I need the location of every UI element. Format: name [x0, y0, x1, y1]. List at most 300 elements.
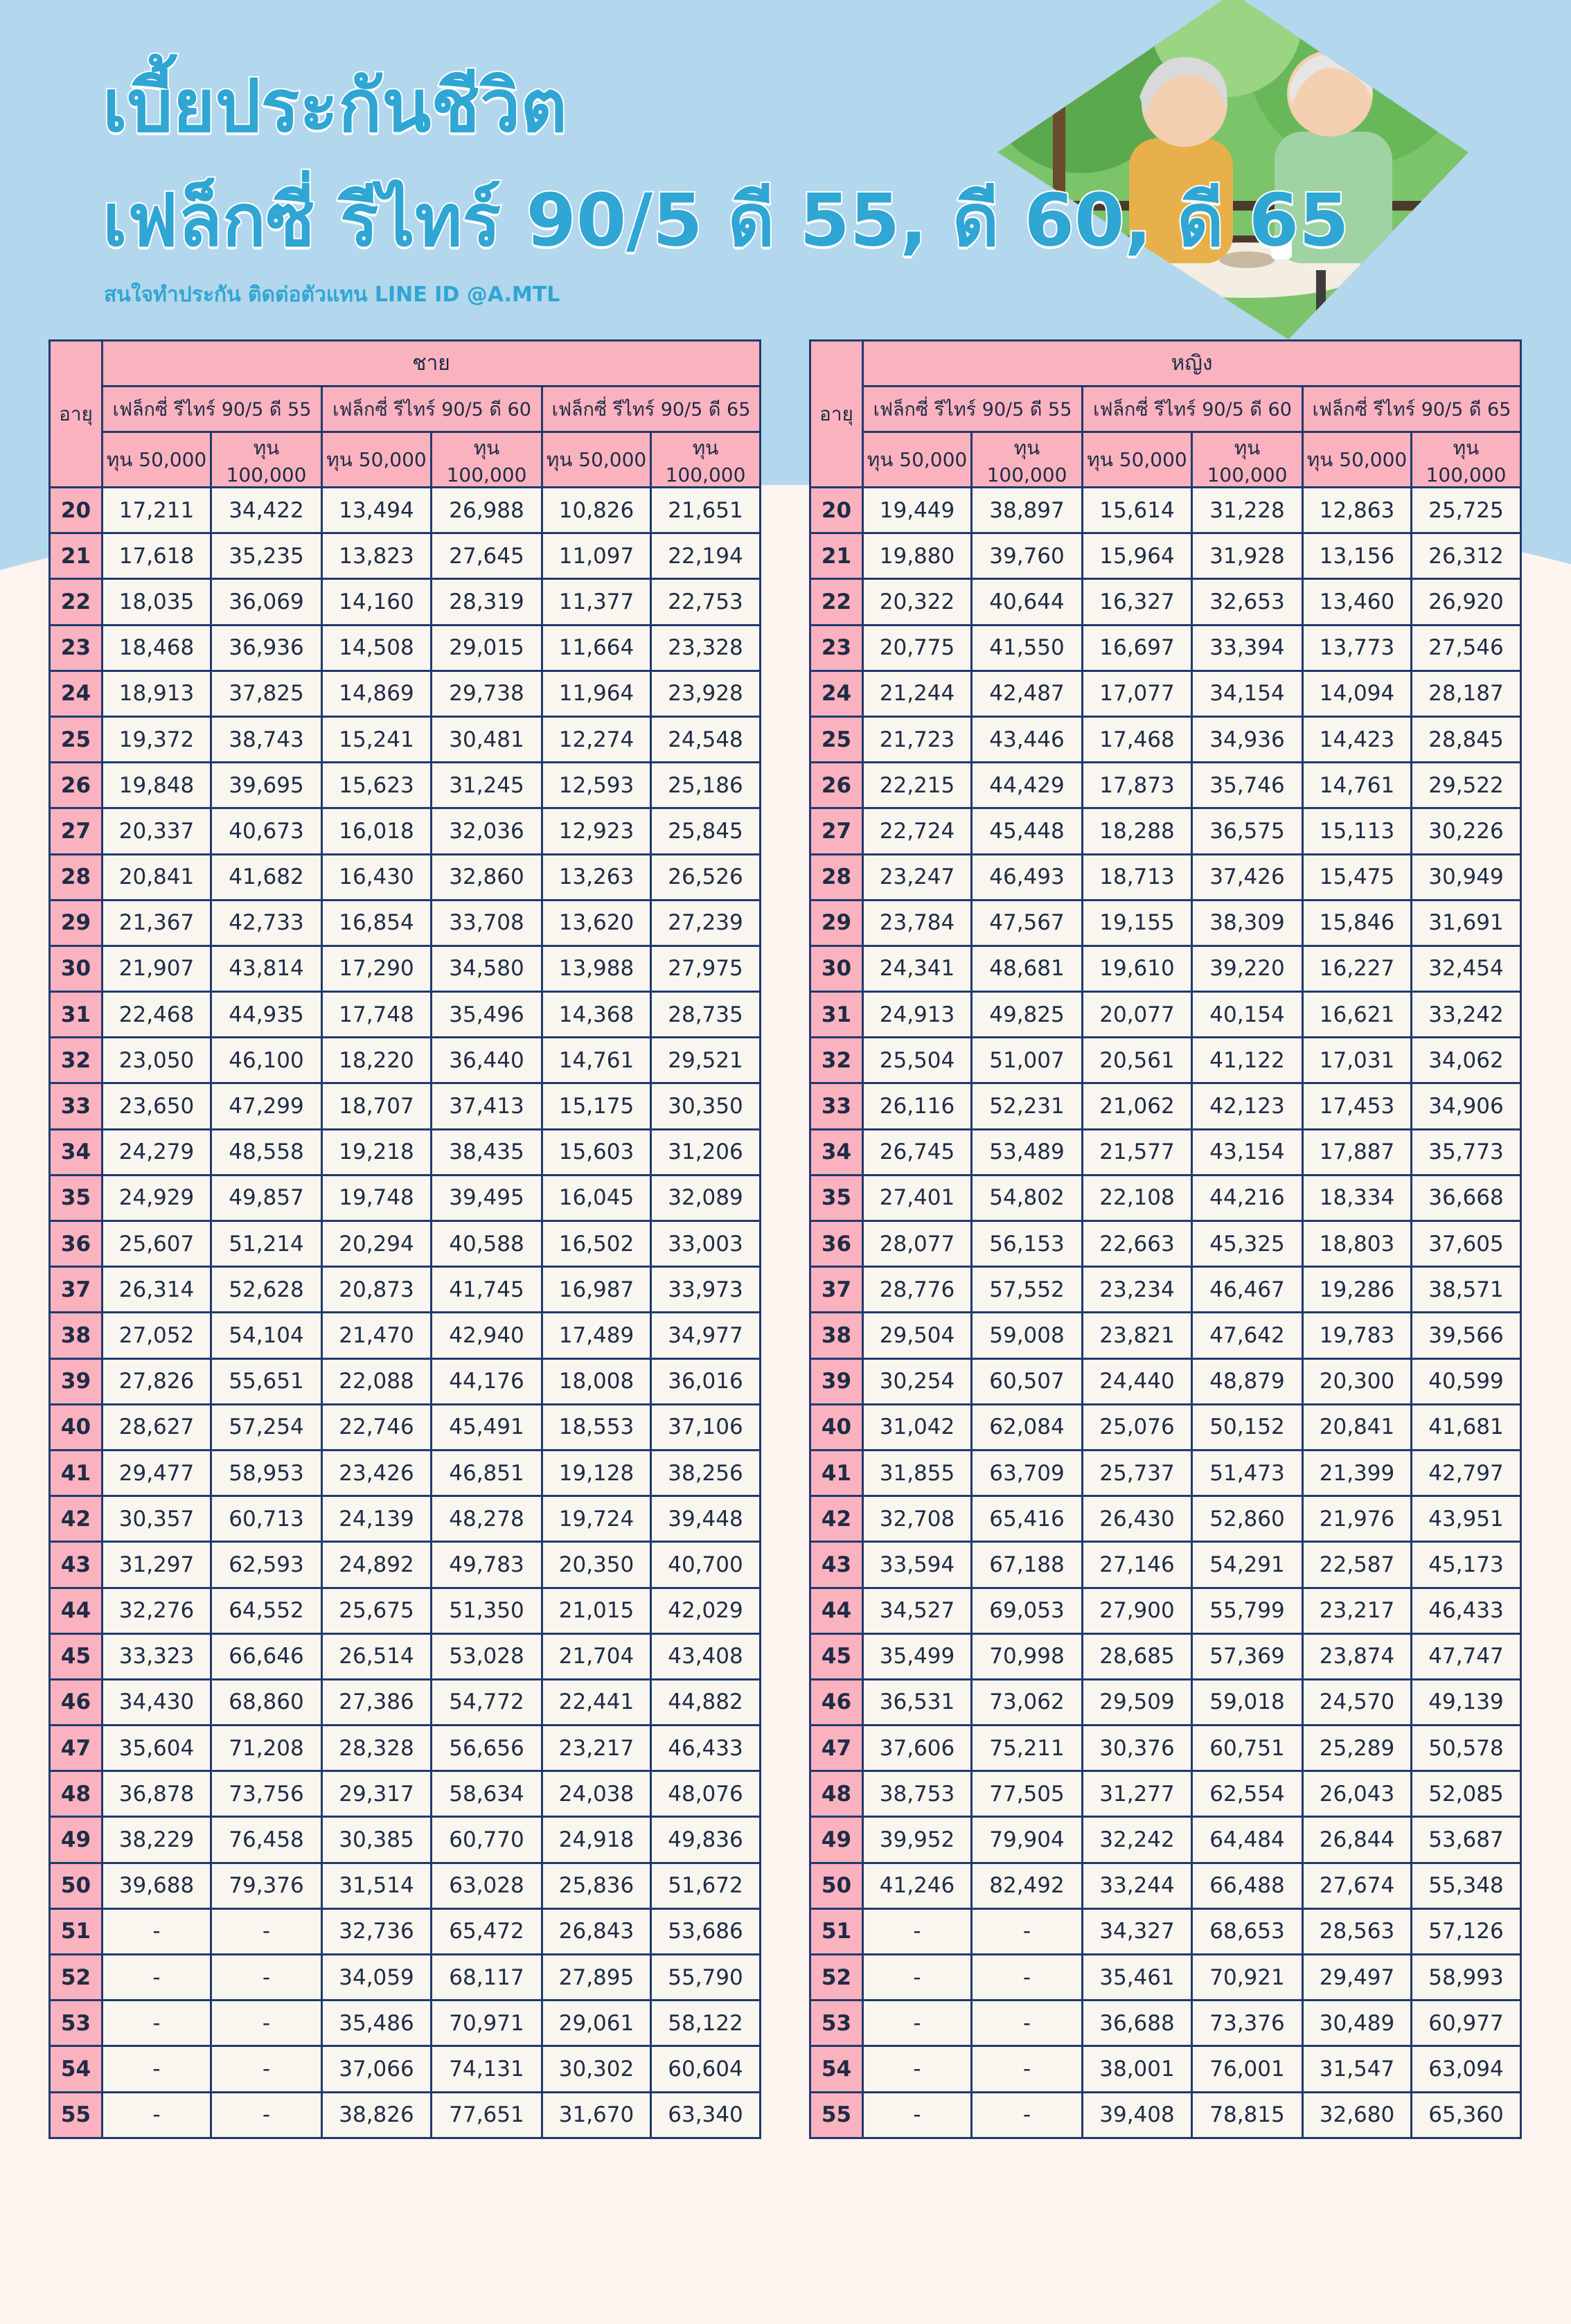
premium-cell: 26,514 — [322, 1633, 432, 1679]
age-cell: 32 — [810, 1038, 863, 1083]
premium-cell: - — [863, 1908, 972, 1954]
premium-cell: 55,348 — [1412, 1863, 1521, 1908]
table-row — [50, 1771, 761, 1817]
premium-cell: 30,302 — [542, 2046, 651, 2092]
sum-header-100k: ทุน 100,000 — [1192, 432, 1303, 488]
age-cell: 31 — [810, 992, 863, 1038]
premium-cell: 74,131 — [432, 2046, 542, 2092]
plan-header-d60: เฟล็กซี่ รีไทร์ 90/5 ดี 60 — [322, 387, 542, 432]
premium-cell: 36,069 — [211, 579, 322, 625]
premium-cell: 38,753 — [863, 1771, 972, 1817]
premium-cell: 12,593 — [542, 763, 651, 808]
age-cell: 20 — [810, 488, 863, 533]
table-row — [810, 1221, 1521, 1267]
age-cell: 37 — [810, 1267, 863, 1313]
table-row — [50, 533, 761, 579]
table-row — [810, 1129, 1521, 1175]
age-cell: 31 — [50, 992, 103, 1038]
premium-cell: 51,007 — [972, 1038, 1083, 1083]
age-cell: 30 — [50, 946, 103, 991]
premium-cell: 28,328 — [322, 1726, 432, 1771]
premium-cell: 27,386 — [322, 1679, 432, 1725]
premium-cell: 35,746 — [1192, 763, 1303, 808]
premium-cell: 54,291 — [1192, 1542, 1303, 1588]
premium-cell: 49,857 — [211, 1175, 322, 1221]
plan-header-d55: เฟล็กซี่ รีไทร์ 90/5 ดี 55 — [103, 387, 322, 432]
premium-cell: 18,008 — [542, 1358, 651, 1404]
premium-cell: 65,472 — [432, 1908, 542, 1954]
premium-cell: 17,618 — [103, 533, 211, 579]
premium-cell: 39,495 — [432, 1175, 542, 1221]
premium-cell: 20,873 — [322, 1267, 432, 1313]
premium-cell: 48,278 — [432, 1496, 542, 1542]
table-row — [50, 854, 761, 900]
premium-cell: 21,723 — [863, 716, 972, 762]
age-cell: 47 — [50, 1726, 103, 1771]
premium-cell: - — [863, 2092, 972, 2138]
table-row — [810, 854, 1521, 900]
premium-cell: 17,077 — [1083, 671, 1192, 716]
premium-cell: 29,477 — [103, 1450, 211, 1496]
sum-header-100k: ทุน 100,000 — [211, 432, 322, 488]
age-cell: 29 — [50, 900, 103, 946]
sum-header-100k: ทุน 100,000 — [432, 432, 542, 488]
premium-cell: 31,514 — [322, 1863, 432, 1908]
premium-cell: 12,274 — [542, 716, 651, 762]
premium-cell: 24,440 — [1083, 1358, 1192, 1404]
table-row — [50, 716, 761, 762]
premium-cell: 12,863 — [1303, 488, 1412, 533]
premium-cell: 21,907 — [103, 946, 211, 991]
premium-cell: 60,751 — [1192, 1726, 1303, 1771]
premium-cell: 33,594 — [863, 1542, 972, 1588]
age-cell: 52 — [810, 1955, 863, 2001]
premium-cell: 42,487 — [972, 671, 1083, 716]
table-row — [50, 2046, 761, 2092]
page-title: เบี้ยประกันชีวิต — [103, 64, 567, 148]
age-cell: 52 — [50, 1955, 103, 2001]
premium-cell: 36,688 — [1083, 2001, 1192, 2046]
premium-cell: 60,507 — [972, 1358, 1083, 1404]
premium-cell: 39,408 — [1083, 2092, 1192, 2138]
premium-cell: 10,826 — [542, 488, 651, 533]
table-row — [50, 1221, 761, 1267]
age-cell: 42 — [810, 1496, 863, 1542]
premium-cell: 40,673 — [211, 808, 322, 854]
premium-cell: 30,949 — [1412, 854, 1521, 900]
premium-cell: 32,089 — [651, 1175, 761, 1221]
premium-cell: 13,988 — [542, 946, 651, 991]
premium-cell: 13,494 — [322, 488, 432, 533]
premium-cell: 41,246 — [863, 1863, 972, 1908]
premium-cell: 37,106 — [651, 1404, 761, 1450]
premium-cell: 49,139 — [1412, 1679, 1521, 1725]
premium-cell: 16,018 — [322, 808, 432, 854]
premium-cell: 56,153 — [972, 1221, 1083, 1267]
premium-cell: 60,713 — [211, 1496, 322, 1542]
premium-cell: 24,570 — [1303, 1679, 1412, 1725]
premium-cell: 55,790 — [651, 1955, 761, 2001]
premium-cell: 49,836 — [651, 1817, 761, 1863]
premium-cell: 53,687 — [1412, 1817, 1521, 1863]
premium-cell: 39,695 — [211, 763, 322, 808]
premium-cell: - — [103, 2001, 211, 2046]
premium-cell: 42,123 — [1192, 1083, 1303, 1129]
premium-cell: 73,756 — [211, 1771, 322, 1817]
premium-cell: 37,066 — [322, 2046, 432, 2092]
age-cell: 48 — [810, 1771, 863, 1817]
age-cell: 22 — [50, 579, 103, 625]
premium-cell: 32,708 — [863, 1496, 972, 1542]
plan-header-d55: เฟล็กซี่ รีไทร์ 90/5 ดี 55 — [863, 387, 1083, 432]
table-row — [810, 1038, 1521, 1083]
table-row — [810, 1863, 1521, 1908]
premium-cell: 17,873 — [1083, 763, 1192, 808]
premium-cell: 22,663 — [1083, 1221, 1192, 1267]
premium-cell: 58,122 — [651, 2001, 761, 2046]
age-cell: 21 — [810, 533, 863, 579]
premium-cell: 13,460 — [1303, 579, 1412, 625]
premium-cell: 43,408 — [651, 1633, 761, 1679]
premium-cell: - — [211, 1955, 322, 2001]
premium-cell: 69,053 — [972, 1588, 1083, 1633]
premium-cell: 31,206 — [651, 1129, 761, 1175]
table-row — [810, 1908, 1521, 1954]
table-row — [50, 1817, 761, 1863]
premium-cell: 14,423 — [1303, 716, 1412, 762]
premium-cell: 36,531 — [863, 1679, 972, 1725]
premium-cell: 38,256 — [651, 1450, 761, 1496]
premium-cell: 51,473 — [1192, 1450, 1303, 1496]
premium-cell: 17,887 — [1303, 1129, 1412, 1175]
premium-cell: 23,650 — [103, 1083, 211, 1129]
premium-cell: 13,620 — [542, 900, 651, 946]
premium-cell: 41,122 — [1192, 1038, 1303, 1083]
premium-cell: 20,775 — [863, 625, 972, 671]
premium-cell: 57,126 — [1412, 1908, 1521, 1954]
premium-cell: 70,921 — [1192, 1955, 1303, 2001]
premium-cell: 29,509 — [1083, 1679, 1192, 1725]
age-cell: 40 — [50, 1404, 103, 1450]
premium-cell: 24,139 — [322, 1496, 432, 1542]
premium-cell: 68,653 — [1192, 1908, 1303, 1954]
premium-cell: 25,076 — [1083, 1404, 1192, 1450]
premium-cell: 26,844 — [1303, 1817, 1412, 1863]
premium-cell: 75,211 — [972, 1726, 1083, 1771]
premium-cell: 25,607 — [103, 1221, 211, 1267]
premium-cell: 18,220 — [322, 1038, 432, 1083]
premium-cell: 67,188 — [972, 1542, 1083, 1588]
premium-cell: 73,062 — [972, 1679, 1083, 1725]
premium-cell: 25,845 — [651, 808, 761, 854]
premium-cell: 34,906 — [1412, 1083, 1521, 1129]
age-cell: 32 — [50, 1038, 103, 1083]
premium-cell: - — [863, 2046, 972, 2092]
age-cell: 45 — [50, 1633, 103, 1679]
premium-cell: 22,194 — [651, 533, 761, 579]
premium-cell: 76,458 — [211, 1817, 322, 1863]
table-row — [50, 808, 761, 854]
premium-cell: 18,707 — [322, 1083, 432, 1129]
premium-cell: 20,841 — [1303, 1404, 1412, 1450]
premium-cell: 62,554 — [1192, 1771, 1303, 1817]
premium-cell: 39,566 — [1412, 1313, 1521, 1358]
premium-cell: 11,964 — [542, 671, 651, 716]
table-row — [50, 1633, 761, 1679]
age-cell: 43 — [810, 1542, 863, 1588]
premium-cell: 45,448 — [972, 808, 1083, 854]
premium-cell: 22,441 — [542, 1679, 651, 1725]
premium-cell: 52,085 — [1412, 1771, 1521, 1817]
table-row — [810, 1679, 1521, 1725]
premium-cell: 19,848 — [103, 763, 211, 808]
premium-cell: 33,973 — [651, 1267, 761, 1313]
page-subtitle: เฟล็กซี่ รีไทร์ 90/5 ดี 55, ดี 60, ดี 65 — [103, 178, 1349, 263]
age-cell: 41 — [810, 1450, 863, 1496]
premium-cell: 46,851 — [432, 1450, 542, 1496]
premium-cell: 52,860 — [1192, 1496, 1303, 1542]
premium-cell: 58,634 — [432, 1771, 542, 1817]
table-row — [50, 1038, 761, 1083]
premium-cell: 26,745 — [863, 1129, 972, 1175]
premium-cell: 65,416 — [972, 1496, 1083, 1542]
premium-cell: 19,724 — [542, 1496, 651, 1542]
premium-cell: - — [103, 2092, 211, 2138]
premium-cell: 17,453 — [1303, 1083, 1412, 1129]
age-cell: 20 — [50, 488, 103, 533]
age-cell: 28 — [50, 854, 103, 900]
table-row — [50, 1955, 761, 2001]
premium-cell: 38,743 — [211, 716, 322, 762]
premium-cell: 18,913 — [103, 671, 211, 716]
premium-cell: - — [103, 1908, 211, 1954]
premium-cell: 20,300 — [1303, 1358, 1412, 1404]
premium-cell: 32,242 — [1083, 1817, 1192, 1863]
table-row — [810, 900, 1521, 946]
premium-cell: 13,773 — [1303, 625, 1412, 671]
table-row — [810, 808, 1521, 854]
premium-cell: - — [211, 2092, 322, 2138]
contact-line: สนใจทำประกัน ติดต่อตัวแทน LINE ID @A.MTL — [104, 283, 560, 307]
premium-cell: 29,522 — [1412, 763, 1521, 808]
premium-cell: 66,488 — [1192, 1863, 1303, 1908]
premium-cell: 39,448 — [651, 1496, 761, 1542]
age-cell: 39 — [810, 1358, 863, 1404]
premium-cell: 36,016 — [651, 1358, 761, 1404]
premium-cell: 34,936 — [1192, 716, 1303, 762]
table-row — [50, 1313, 761, 1358]
premium-cell: 15,623 — [322, 763, 432, 808]
age-cell: 53 — [810, 2001, 863, 2046]
premium-cell: 19,372 — [103, 716, 211, 762]
table-row — [810, 533, 1521, 579]
premium-cell: 26,312 — [1412, 533, 1521, 579]
premium-cell: 29,497 — [1303, 1955, 1412, 2001]
premium-cell: 37,606 — [863, 1726, 972, 1771]
premium-cell: 51,672 — [651, 1863, 761, 1908]
premium-cell: 33,394 — [1192, 625, 1303, 671]
premium-cell: 36,878 — [103, 1771, 211, 1817]
premium-cell: 44,176 — [432, 1358, 542, 1404]
table-row — [50, 2092, 761, 2138]
sum-header-50k: ทุน 50,000 — [542, 432, 651, 488]
premium-cell: 49,783 — [432, 1542, 542, 1588]
premium-cell: 21,367 — [103, 900, 211, 946]
premium-cell: 47,299 — [211, 1083, 322, 1129]
table-row — [810, 992, 1521, 1038]
premium-cell: 19,880 — [863, 533, 972, 579]
gender-header: ชาย — [103, 341, 761, 387]
premium-cell: 37,413 — [432, 1083, 542, 1129]
premium-cell: 40,599 — [1412, 1358, 1521, 1404]
table-row — [810, 2046, 1521, 2092]
premium-cell: 30,350 — [651, 1083, 761, 1129]
premium-cell: 27,239 — [651, 900, 761, 946]
plan-header-d65: เฟล็กซี่ รีไทร์ 90/5 ดี 65 — [1303, 387, 1521, 432]
premium-cell: 73,376 — [1192, 2001, 1303, 2046]
table-row — [810, 579, 1521, 625]
premium-cell: 32,653 — [1192, 579, 1303, 625]
sum-header-50k: ทุน 50,000 — [1303, 432, 1412, 488]
premium-cell: 17,031 — [1303, 1038, 1412, 1083]
table-row — [50, 1450, 761, 1496]
premium-cell: 58,953 — [211, 1450, 322, 1496]
age-cell: 26 — [50, 763, 103, 808]
premium-cell: 18,035 — [103, 579, 211, 625]
premium-cell: 34,422 — [211, 488, 322, 533]
premium-cell: 28,845 — [1412, 716, 1521, 762]
sum-header-100k: ทุน 100,000 — [972, 432, 1083, 488]
premium-cell: 30,385 — [322, 1817, 432, 1863]
premium-cell: 41,682 — [211, 854, 322, 900]
table-row — [50, 1267, 761, 1313]
premium-cell: 20,561 — [1083, 1038, 1192, 1083]
premium-cell: 27,546 — [1412, 625, 1521, 671]
premium-cell: 14,094 — [1303, 671, 1412, 716]
premium-cell: 22,468 — [103, 992, 211, 1038]
premium-cell: 46,433 — [1412, 1588, 1521, 1633]
premium-cell: 16,987 — [542, 1267, 651, 1313]
sum-header-100k: ทุน 100,000 — [651, 432, 761, 488]
age-cell: 55 — [50, 2092, 103, 2138]
premium-cell: 11,664 — [542, 625, 651, 671]
premium-cell: 54,104 — [211, 1313, 322, 1358]
premium-cell: 24,929 — [103, 1175, 211, 1221]
premium-cell: - — [972, 1955, 1083, 2001]
premium-cell: 27,975 — [651, 946, 761, 991]
premium-cell: 27,146 — [1083, 1542, 1192, 1588]
table-row — [50, 900, 761, 946]
age-cell: 25 — [810, 716, 863, 762]
premium-cell: 24,548 — [651, 716, 761, 762]
premium-cell: 63,340 — [651, 2092, 761, 2138]
age-cell: 46 — [50, 1679, 103, 1725]
premium-cell: 30,357 — [103, 1496, 211, 1542]
premium-cell: 56,656 — [432, 1726, 542, 1771]
premium-cell: 70,971 — [432, 2001, 542, 2046]
premium-cell: 17,211 — [103, 488, 211, 533]
premium-cell: 27,900 — [1083, 1588, 1192, 1633]
premium-cell: 68,117 — [432, 1955, 542, 2001]
premium-cell: 17,290 — [322, 946, 432, 991]
premium-cell: 39,220 — [1192, 946, 1303, 991]
table-row — [810, 1588, 1521, 1633]
plan-header-d65: เฟล็กซี่ รีไทร์ 90/5 ดี 65 — [542, 387, 761, 432]
premium-cell: 40,644 — [972, 579, 1083, 625]
sum-header-50k: ทุน 50,000 — [103, 432, 211, 488]
premium-cell: 57,369 — [1192, 1633, 1303, 1679]
premium-cell: 23,328 — [651, 625, 761, 671]
premium-cell: 22,724 — [863, 808, 972, 854]
table-row — [810, 1817, 1521, 1863]
premium-cell: 23,874 — [1303, 1633, 1412, 1679]
premium-cell: 19,286 — [1303, 1267, 1412, 1313]
table-row — [810, 1496, 1521, 1542]
premium-cell: 38,435 — [432, 1129, 542, 1175]
premium-cell: 14,761 — [1303, 763, 1412, 808]
age-cell: 51 — [810, 1908, 863, 1954]
premium-cell: 43,814 — [211, 946, 322, 991]
premium-cell: - — [211, 2001, 322, 2046]
premium-cell: 70,998 — [972, 1633, 1083, 1679]
premium-cell: - — [103, 1955, 211, 2001]
premium-cell: 24,279 — [103, 1129, 211, 1175]
premium-cell: 17,468 — [1083, 716, 1192, 762]
premium-cell: 65,360 — [1412, 2092, 1521, 2138]
premium-cell: 26,988 — [432, 488, 542, 533]
premium-cell: 42,940 — [432, 1313, 542, 1358]
premium-cell: 16,854 — [322, 900, 432, 946]
table-row — [50, 2001, 761, 2046]
table-row — [50, 488, 761, 533]
premium-cell: 20,322 — [863, 579, 972, 625]
age-cell: 48 — [50, 1771, 103, 1817]
table-row — [50, 1496, 761, 1542]
table-row — [810, 1450, 1521, 1496]
age-cell: 24 — [50, 671, 103, 716]
premium-cell: 34,430 — [103, 1679, 211, 1725]
premium-cell: 47,642 — [1192, 1313, 1303, 1358]
premium-cell: 15,113 — [1303, 808, 1412, 854]
age-cell: 21 — [50, 533, 103, 579]
age-cell: 29 — [810, 900, 863, 946]
premium-cell: 28,187 — [1412, 671, 1521, 716]
premium-cell: 16,502 — [542, 1221, 651, 1267]
premium-cell: 38,001 — [1083, 2046, 1192, 2092]
premium-cell: 21,399 — [1303, 1450, 1412, 1496]
age-cell: 44 — [50, 1588, 103, 1633]
premium-cell: 64,484 — [1192, 1817, 1303, 1863]
premium-cell: 31,855 — [863, 1450, 972, 1496]
premium-cell: 68,860 — [211, 1679, 322, 1725]
age-cell: 54 — [810, 2046, 863, 2092]
premium-cell: 38,897 — [972, 488, 1083, 533]
table-row — [50, 579, 761, 625]
premium-cell: 79,904 — [972, 1817, 1083, 1863]
premium-cell: 52,628 — [211, 1267, 322, 1313]
age-cell: 43 — [50, 1542, 103, 1588]
premium-cell: 55,799 — [1192, 1588, 1303, 1633]
table-row — [50, 1358, 761, 1404]
premium-cell: 48,879 — [1192, 1358, 1303, 1404]
premium-cell: 38,826 — [322, 2092, 432, 2138]
table-row — [810, 763, 1521, 808]
premium-cell: 38,571 — [1412, 1267, 1521, 1313]
premium-cell: 54,772 — [432, 1679, 542, 1725]
table-row — [810, 1267, 1521, 1313]
premium-cell: 17,489 — [542, 1313, 651, 1358]
premium-cell: 13,156 — [1303, 533, 1412, 579]
